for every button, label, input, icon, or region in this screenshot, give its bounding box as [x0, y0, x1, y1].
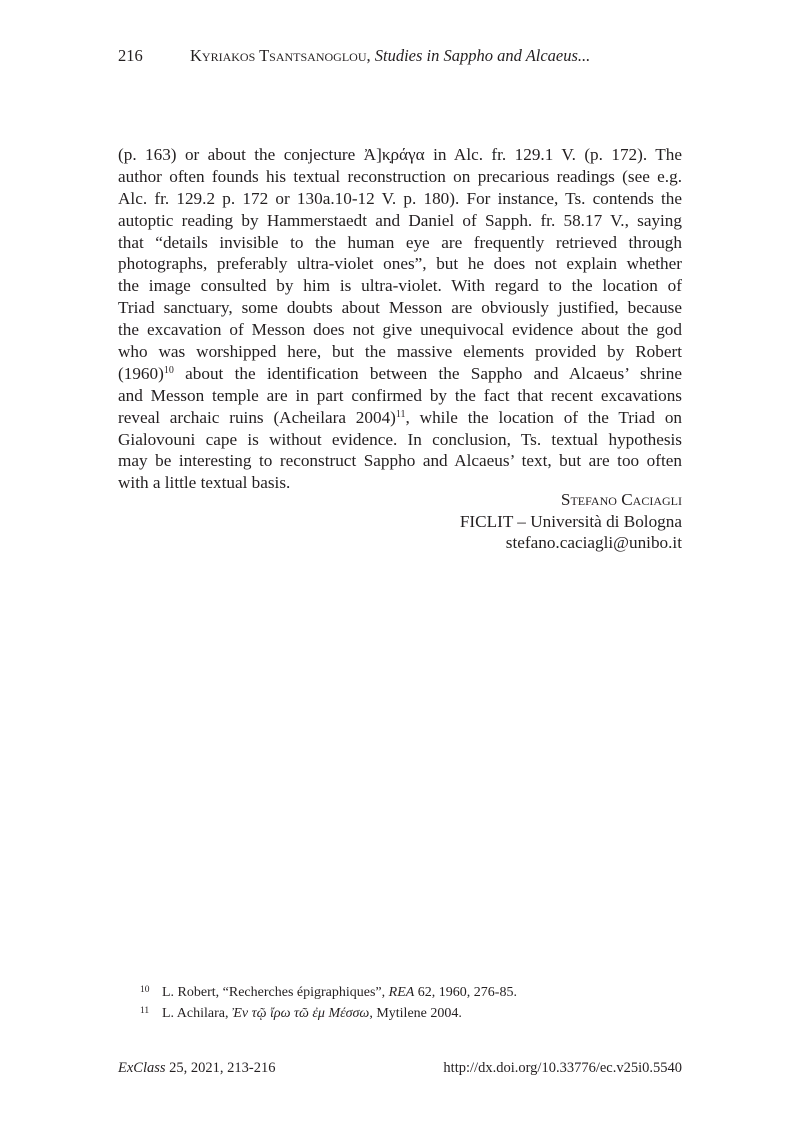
body-text	[118, 144, 682, 494]
text-segment: Gialovouni cape is without evidence. In conclusion, Ts. textual hypothesis	[118, 429, 682, 449]
signature-name: Stefano Caciagli	[560, 490, 682, 509]
text-line	[118, 407, 682, 429]
text-segment: (p. 163) or about the conjecture Ἀ]κ̣ράγα in Alc. fr. 129.1 V. (p. 172). The	[118, 145, 682, 164]
page-number: 216	[118, 46, 143, 65]
text-line	[118, 341, 682, 363]
text-segment: that “details invisible to the human eye are frequently retrieved through	[118, 232, 682, 252]
text-line	[118, 297, 682, 319]
footnote-text: L. Robert, “Recherches épigraphiques”,	[162, 985, 389, 1000]
footnote	[140, 1002, 517, 1023]
footnote-number: 11	[140, 1006, 150, 1016]
text-segment: , while the location of the Triad on	[405, 407, 683, 427]
text-segment: Triad sanctuary, some doubts about Messon are obviously justified, because	[118, 298, 682, 318]
text-line	[118, 450, 682, 472]
text-segment: with a little textual basis.	[118, 473, 291, 493]
text-line	[118, 385, 682, 407]
footer-doi-link[interactable]: http://dx.doi.org/10.33776/ec.v25i0.5540	[443, 1060, 682, 1076]
footnote-italic: REA	[388, 985, 415, 1000]
signature-affiliation: FICLIT – Università di Bologna	[459, 511, 682, 531]
running-header	[118, 46, 590, 66]
text-line	[118, 210, 682, 232]
text-line	[118, 188, 682, 210]
text-line	[118, 319, 682, 341]
text-line	[118, 429, 682, 451]
header-book-title: Studies in Sappho and Alcaeus...	[374, 46, 591, 65]
text-segment: the image consulted by him is ultra-violet. With regard to the location of	[118, 276, 682, 296]
footnote-text: , Mytilene 2004.	[369, 1006, 462, 1021]
text-segment: who was worshipped here, but the massive elements provided by Robert	[118, 342, 682, 362]
text-segment: may be interesting to reconstruct Sappho and Alcaeus’ text, but are too often	[118, 451, 682, 471]
signature-email[interactable]: stefano.caciagli@unibo.it	[505, 533, 682, 553]
footnote	[140, 981, 517, 1002]
footnote-reference[interactable]: 10	[163, 364, 174, 376]
footer-journal: ExClass	[118, 1060, 166, 1076]
footnote-italic: Ἐν τῷ ἴρω τῶ ἐμ Μέσσω	[231, 1006, 370, 1021]
text-line	[118, 275, 682, 297]
text-segment: the excavation of Messon does not give unequivocal evidence about the god	[118, 320, 682, 340]
header-separator: ,	[366, 46, 375, 65]
footnotes	[140, 981, 517, 1023]
text-segment: reveal archaic ruins (Acheilara 2004)	[118, 407, 396, 427]
page-footer	[118, 1060, 682, 1077]
text-segment: autoptic reading by Hammerstaedt and Daniel of Sapph. fr. 58.17 V., saying	[118, 210, 682, 230]
text-line	[118, 232, 682, 254]
text-line	[118, 166, 682, 188]
footnote-text: 62, 1960, 276-85.	[414, 985, 517, 1000]
footnote-reference[interactable]: 11	[395, 408, 406, 420]
text-segment: (1960)	[118, 363, 164, 383]
text-segment: photographs, preferably ultra-violet ones”, but he does not explain whether	[118, 254, 682, 274]
footer-citation-text: 25, 2021, 213-216	[165, 1060, 276, 1076]
signature-block	[460, 489, 682, 554]
footnote-text: L. Achilara,	[162, 1006, 232, 1021]
footnote-number: 10	[140, 985, 150, 995]
footer-citation	[118, 1060, 276, 1077]
text-line	[118, 144, 682, 166]
text-segment: Alc. fr. 129.2 p. 172 or 130a.10-12 V. p. 180). For instance, Ts. contends the	[118, 188, 682, 208]
text-segment: author often founds his textual reconstruction on precarious readings (see e.g.	[118, 166, 682, 186]
header-author: Kyriakos Tsantsanoglou	[190, 46, 367, 65]
text-line	[118, 253, 682, 275]
text-segment: about the identification between the Sappho and Alcaeus’ shrine	[173, 363, 682, 383]
text-line	[118, 363, 682, 385]
text-segment: and Messon temple are in part confirmed by the fact that recent excavations	[118, 385, 682, 405]
